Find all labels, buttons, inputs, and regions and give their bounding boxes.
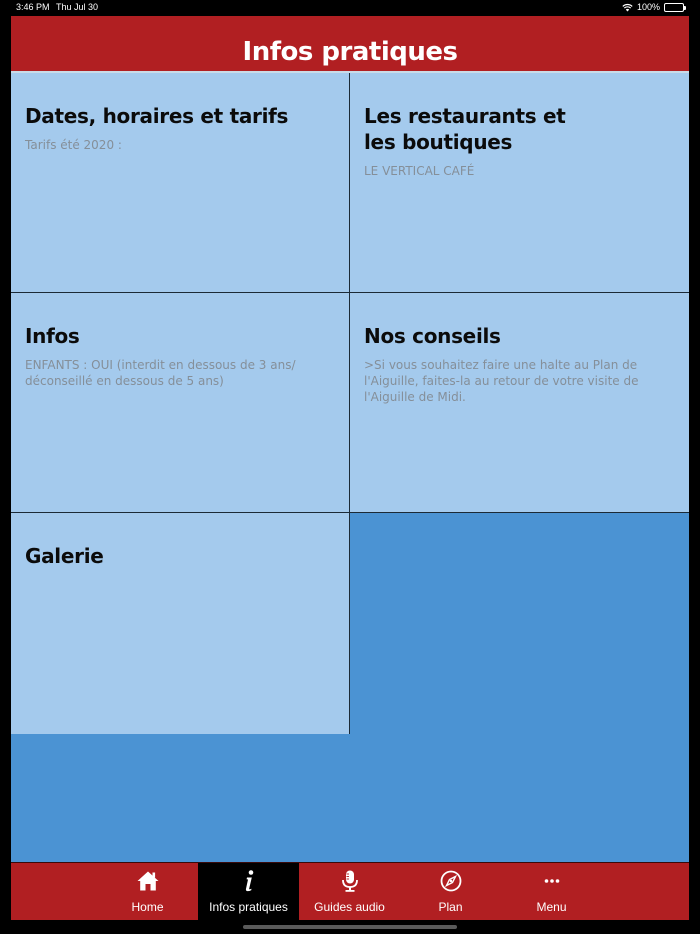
- tile-title: Nos conseils: [364, 324, 501, 348]
- status-right: [622, 2, 684, 12]
- more-icon: [540, 869, 564, 893]
- tile-subtitle: LE VERTICAL CAFÉ: [364, 164, 475, 178]
- status-time: 3:46 PM: [16, 2, 50, 12]
- tab-menu[interactable]: [501, 863, 602, 920]
- tile-dates-horaires-tarifs[interactable]: [11, 73, 350, 293]
- page-title: Infos pratiques: [242, 37, 458, 67]
- tab-plan[interactable]: [400, 863, 501, 920]
- tab-label: Plan: [438, 900, 463, 914]
- tab-label: Infos pratiques: [209, 900, 288, 914]
- tab-home[interactable]: [97, 863, 198, 920]
- tile-nos-conseils[interactable]: [350, 293, 689, 513]
- app-screen: [11, 16, 689, 920]
- compass-icon: [439, 869, 463, 893]
- tile-infos[interactable]: [11, 293, 350, 513]
- home-indicator[interactable]: [243, 925, 457, 929]
- tile-restaurants-boutiques[interactable]: [350, 73, 689, 293]
- microphone-icon: [338, 869, 362, 893]
- tab-infos-pratiques[interactable]: [198, 863, 299, 920]
- status-bar: [0, 0, 700, 14]
- wifi-icon: [622, 3, 633, 12]
- home-icon: [136, 869, 160, 893]
- tile-title: Galerie: [25, 544, 104, 568]
- tile-title: Les restaurants et les boutiques: [364, 104, 566, 154]
- tab-label: Menu: [536, 900, 567, 914]
- tile-galerie[interactable]: [11, 513, 350, 734]
- battery-percent: 100%: [636, 2, 660, 12]
- tab-guides-audio[interactable]: [299, 863, 400, 920]
- tile-title: Dates, horaires et tarifs: [25, 104, 289, 128]
- tab-bar: [11, 862, 689, 920]
- tile-title: Infos: [25, 324, 80, 348]
- header-bar: [11, 16, 689, 73]
- tile-subtitle: ENFANTS : OUI (interdit en dessous de 3 ans/ déconseillé en dessous de 5 ans): [25, 358, 296, 388]
- tile-subtitle: Tarifs été 2020 :: [25, 138, 122, 152]
- battery-icon: [664, 3, 684, 12]
- tab-label: Guides audio: [314, 900, 385, 914]
- status-date: Thu Jul 30: [56, 2, 99, 12]
- tile-subtitle: >Si vous souhaitez faire une halte au Plan de l'Aiguille, faites-la au retour de votre visite de l'Aiguille de Midi.: [364, 358, 639, 404]
- tab-label: Home: [131, 900, 164, 914]
- info-icon: [237, 869, 261, 893]
